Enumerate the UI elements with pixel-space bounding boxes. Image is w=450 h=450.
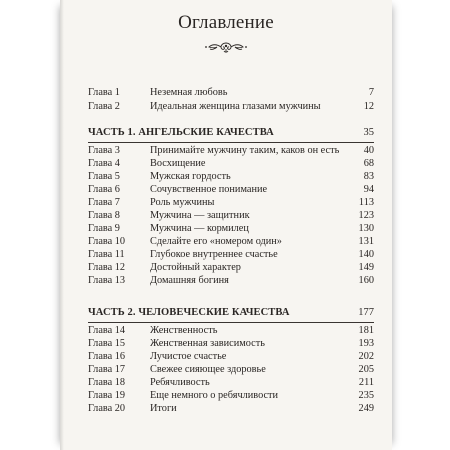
chapter-number: Глава 3 [88,145,120,156]
page-number: 35 [363,127,374,138]
toc-entry[interactable] [88,337,374,350]
chapter-number: Глава 19 [88,390,126,401]
toc-entry[interactable] [88,86,374,99]
divider [88,142,374,143]
chapter-title: Женственная зависимость [150,338,265,349]
chapter-number: Глава 15 [88,338,126,349]
toc-entry[interactable] [88,196,374,209]
toc-entry[interactable] [88,100,374,113]
chapter-title: Неземная любовь [150,87,228,98]
chapter-title: Женственность [150,325,218,336]
chapter-title: Сделайте его «номером один» [150,236,282,247]
page-number: 205 [358,364,374,375]
part-heading[interactable] [88,126,374,140]
page-number: 40 [363,145,374,156]
page-edge-shadow [60,0,64,450]
chapter-title: Принимайте мужчину таким, каков он есть [150,145,340,156]
chapter-number: Глава 8 [88,210,120,221]
chapter-number: Глава 6 [88,184,120,195]
chapter-number: Глава 2 [88,101,120,112]
page-number: 202 [358,351,374,362]
book-page [60,0,392,450]
page-number: 193 [358,338,374,349]
chapter-number: Глава 18 [88,377,126,388]
chapter-title: Достойный характер [150,262,241,273]
chapter-title: Ребячливость [150,377,210,388]
toc-entry[interactable] [88,376,374,389]
toc-entry[interactable] [88,363,374,376]
chapter-number: Глава 17 [88,364,126,375]
toc-entry[interactable] [88,183,374,196]
chapter-number: Глава 12 [88,262,126,273]
chapter-title: Домашняя богиня [150,275,229,286]
toc-entry[interactable] [88,402,374,415]
toc-entry[interactable] [88,170,374,183]
part-title: ЧАСТЬ 2. ЧЕЛОВЕЧЕСКИЕ КАЧЕСТВА [88,307,290,318]
chapter-title: Восхищение [150,158,206,169]
page-number: 12 [363,101,374,112]
chapter-number: Глава 9 [88,223,120,234]
page-number: 68 [363,158,374,169]
toc-entry[interactable] [88,222,374,235]
chapter-number: Глава 1 [88,87,120,98]
chapter-number: Глава 16 [88,351,126,362]
chapter-number: Глава 10 [88,236,126,247]
page-number: 83 [363,171,374,182]
chapter-title: Мужская гордость [150,171,231,182]
toc-entry[interactable] [88,274,374,287]
toc-entry[interactable] [88,157,374,170]
toc-entry[interactable] [88,324,374,337]
chapter-title: Идеальная женщина глазами мужчины [150,101,321,112]
chapter-number: Глава 5 [88,171,120,182]
chapter-title: Роль мужчины [150,197,215,208]
page-number: 94 [363,184,374,195]
toc-entry[interactable] [88,389,374,402]
toc-entry[interactable] [88,261,374,274]
page-number: 249 [358,403,374,414]
page-number: 113 [358,197,374,208]
divider [88,322,374,323]
page-number: 140 [358,249,374,260]
chapter-title: Сочувственное понимание [150,184,268,195]
chapter-number: Глава 20 [88,403,126,414]
toc-entry[interactable] [88,350,374,363]
page-number: 130 [358,223,374,234]
chapter-number: Глава 7 [88,197,120,208]
toc-entry[interactable] [88,248,374,261]
toc-entry[interactable] [88,235,374,248]
chapter-title: Лучистое счастье [150,351,227,362]
page-number: 211 [358,377,374,388]
chapter-title: Итоги [150,403,177,414]
page-number: 177 [358,307,374,318]
part-title: ЧАСТЬ 1. АНГЕЛЬСКИЕ КАЧЕСТВА [88,127,274,138]
chapter-number: Глава 13 [88,275,126,286]
chapter-title: Глубокое внутреннее счастье [150,249,278,260]
chapter-title: Мужчина — кормилец [150,223,249,234]
page-number: 7 [368,87,374,98]
page-number: 149 [358,262,374,273]
chapter-title: Свежее сияющее здоровье [150,364,266,375]
chapter-number: Глава 11 [88,249,125,260]
page-number: 181 [358,325,374,336]
page-number: 235 [358,390,374,401]
toc-entry[interactable] [88,144,374,157]
chapter-number: Глава 14 [88,325,126,336]
chapter-title: Мужчина — защитник [150,210,250,221]
toc-entry[interactable] [88,287,374,300]
chapter-title: Еще немного о ребячливости [150,390,279,401]
ornament-icon [203,40,249,54]
page-number: 160 [358,275,374,286]
part-heading[interactable] [88,306,374,320]
toc-entry[interactable] [88,209,374,222]
page-number: 131 [358,236,374,247]
page-number: 123 [358,210,374,221]
page-title: Оглавление [178,12,274,33]
chapter-number: Глава 4 [88,158,120,169]
